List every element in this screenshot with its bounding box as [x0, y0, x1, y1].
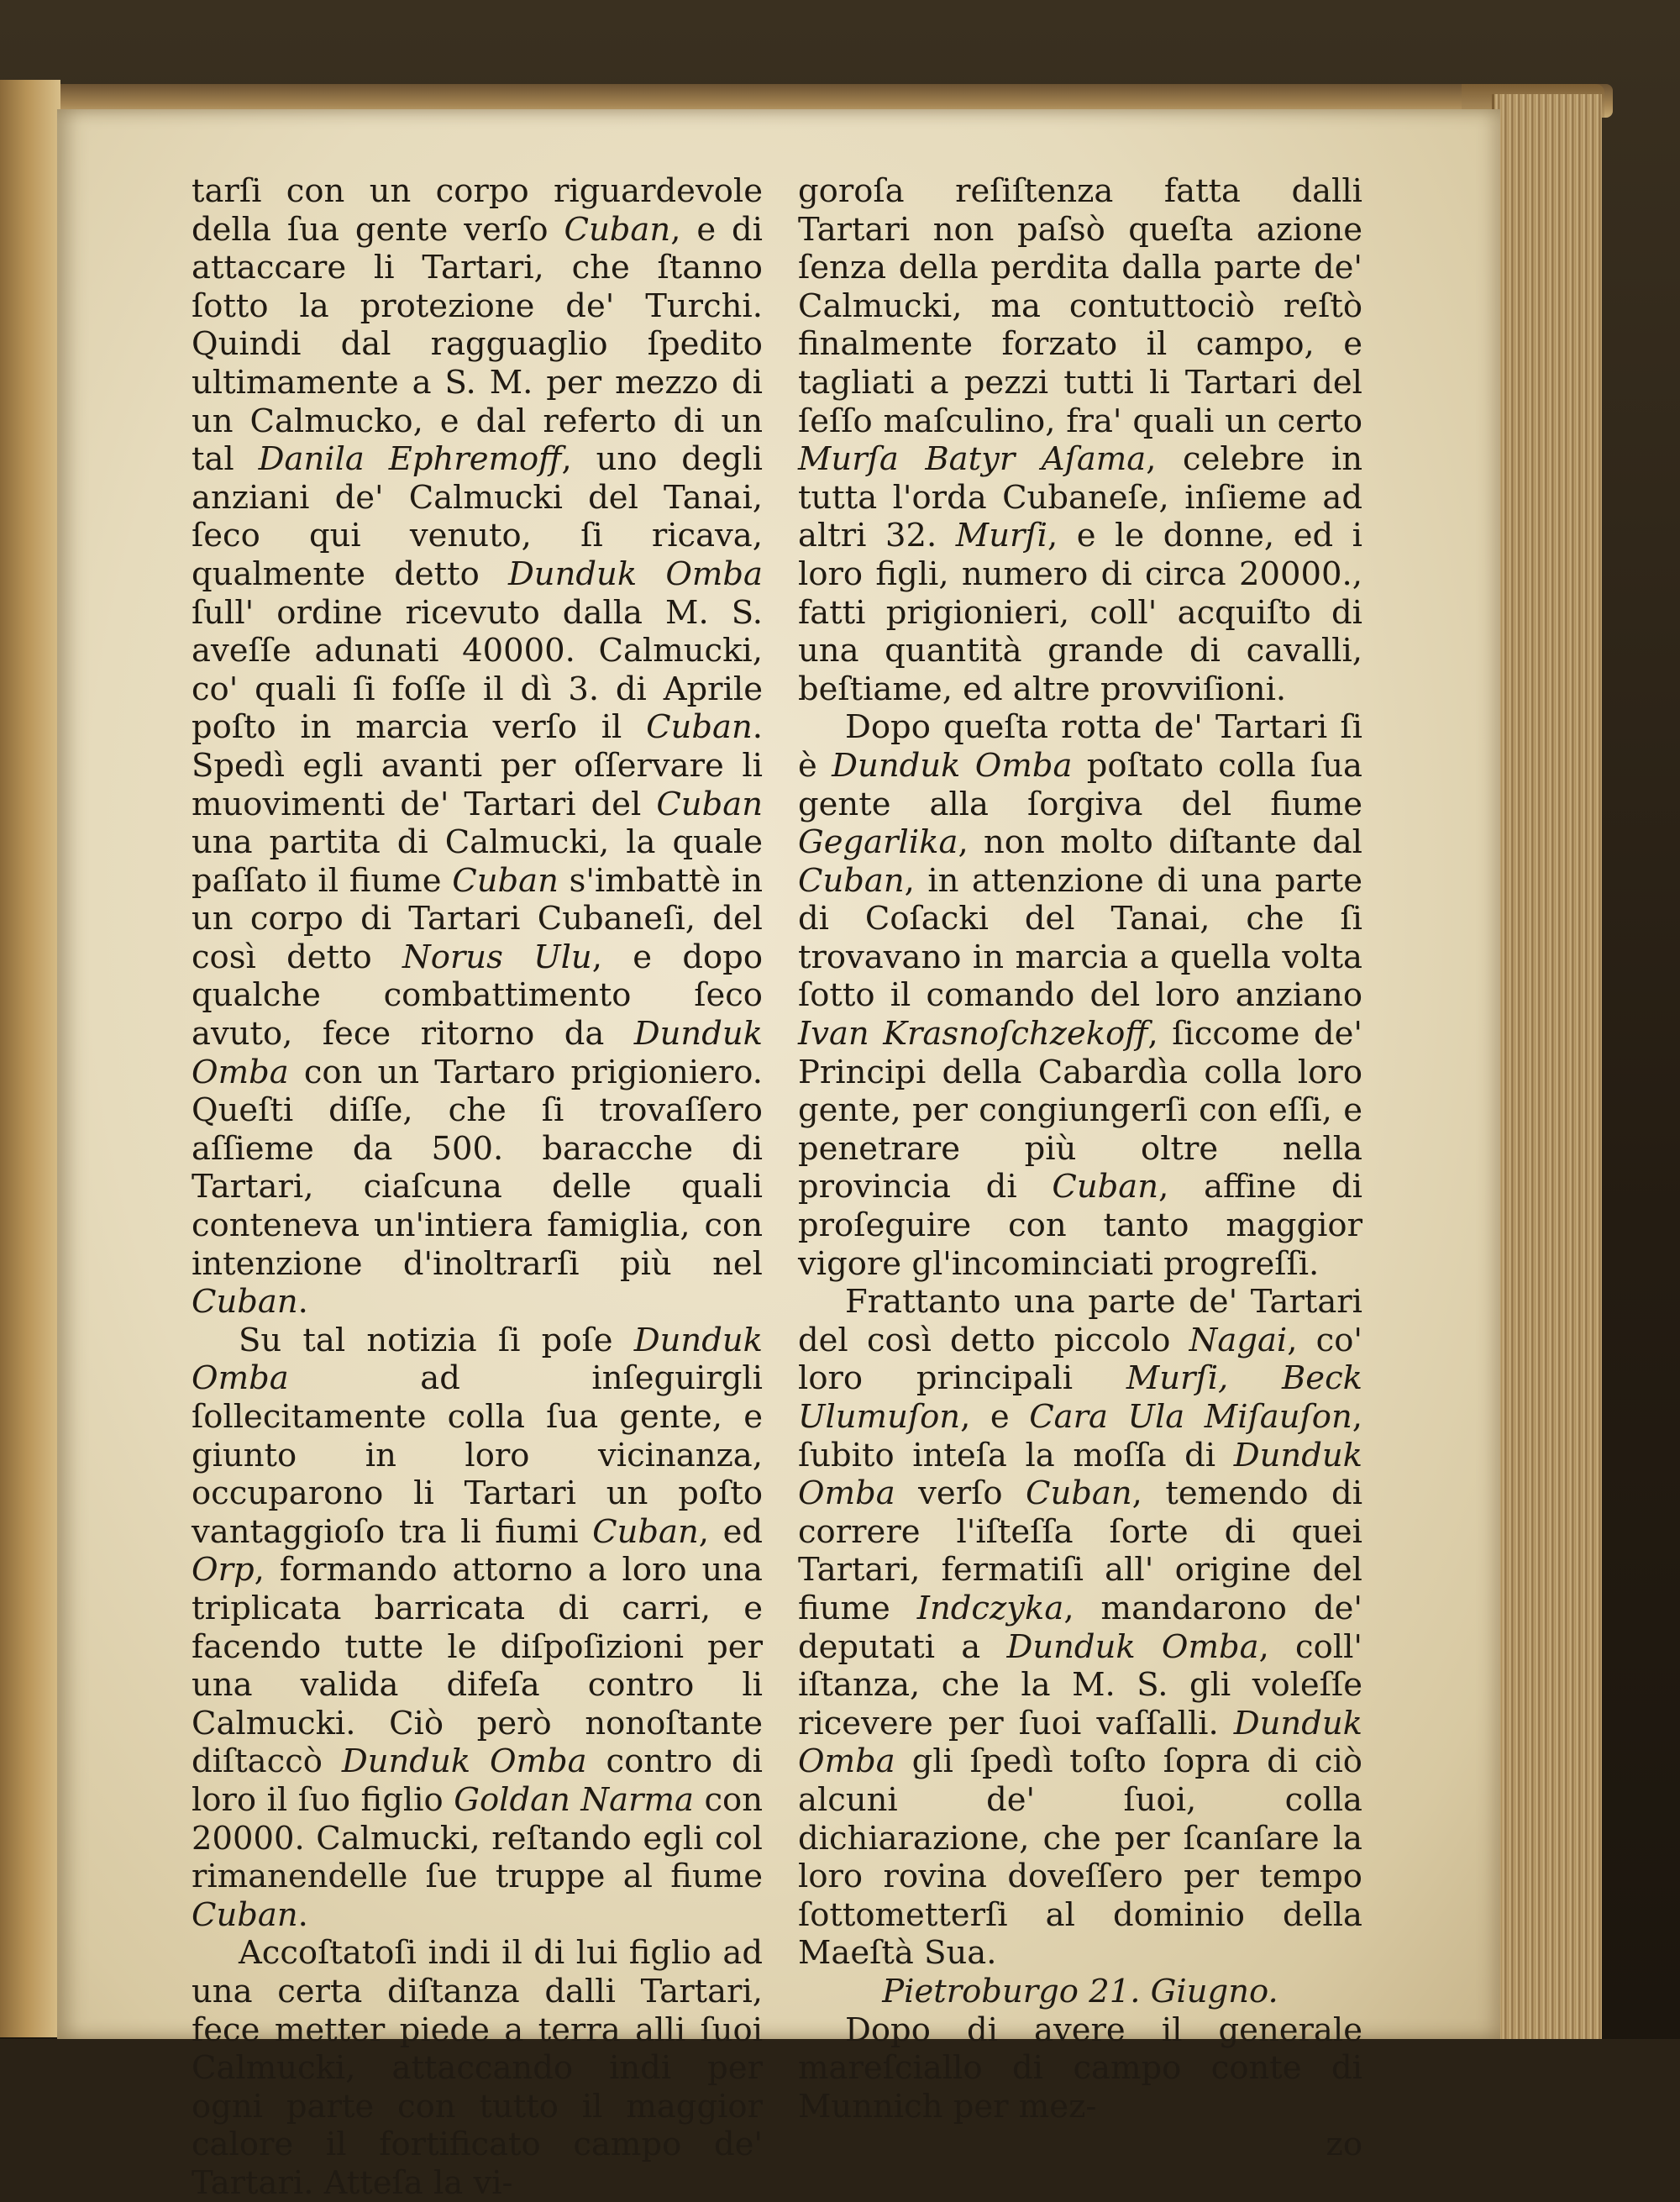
italic-name: Cara Ula Miſauſon [1029, 1398, 1352, 1436]
text: , formando attorno a loro una triplicata barricata di carri, e facendo tutte le diſpoſizioni per una valida difeſa contro li Calmucki. Ciò però nonoſtante diſtaccò [192, 1551, 763, 1781]
italic-name: Dunduk Omba [1006, 1627, 1259, 1666]
italic-name: Cuban [1026, 1474, 1132, 1513]
italic-name: Murſa Batyr Aſama [798, 440, 1147, 479]
italic-name: Danila Ephremoff [258, 440, 562, 479]
text: Accoſtatoſi indi il di lui figlio ad una certa diſtanza dalli Tartari, fece metter piede a terra alli ſuoi Calmucki, attaccando indi per ogni parte con tutto il maggior calore il fortificato campo de' Tartari. Atteſa la vi- [192, 1934, 763, 2202]
italic-name: Orp [192, 1551, 255, 1590]
paragraph [798, 172, 1362, 708]
text: , temendo di correre l'iſteſſa ſorte di quei Tartari, fermatiſi all' origine del fiume [798, 1474, 1363, 1627]
italic-name: Indczyka [916, 1589, 1064, 1627]
italic-name: Dunduk Omba [507, 554, 764, 593]
italic-name: Cuban [452, 861, 559, 900]
text: , e le donne, ed i loro figli, numero di circa 20000., fatti prigionieri, coll' acquiſto di una quantità grande di cavalli, beſtiame, ed altre provviſioni. [798, 517, 1362, 708]
text: , affine di proſeguire con tanto maggior vigore gl'incominciati progreſſi. [798, 1168, 1362, 1283]
text: verſo [895, 1474, 1026, 1513]
text: gli ſpedì toſto ſopra di ciò alcuni de' ſuoi, colla dichiarazione, che per ſcanſare la loro rovina doveſſero per tempo ſottometterſi al dominio della Maeſtà Sua. [798, 1742, 1362, 1973]
page-edges [1492, 94, 1602, 2039]
text: . Spedì egli avanti per oſſervare li muovimenti de' Tartari del [192, 708, 763, 823]
italic-name: Gegarlika [798, 823, 958, 862]
catchword: zo [1326, 2126, 1362, 2164]
spine-edge [0, 80, 60, 2037]
italic-name: Cuban [798, 861, 905, 900]
text: , ed [698, 1512, 764, 1551]
italic-name: Dunduk Omba [832, 746, 1073, 785]
text: con un Tartaro prigioniero. Queſti diſſe, che ſi trovaſſero aſſieme da 500. baracche di Tartari, ciaſcuna delle quali conteneva un'intiera famiglia, con intenzione d'inoltrarſi più nel [192, 1053, 763, 1283]
text: con 20000. Calmucki, reſtando egli col rimanendelle ſue truppe al fiume [192, 1780, 763, 1896]
text: , e [960, 1398, 1030, 1436]
text: , coll' iſtanza, che la M. S. gli voleſſe ricevere per ſuoi vaſſalli. [798, 1627, 1362, 1742]
text: s'imbattè in un corpo di Tartari Cubaneſi, del così detto [192, 861, 763, 976]
paragraph [192, 172, 763, 1322]
italic-name: Murſi [955, 517, 1047, 555]
text: , e di attaccare li Tartari, che ſtanno ſotto la protezione de' Turchi. Quindi dal ragguaglio ſpedito ultimamente a S. M. per mezzo di un Calmucko, e dal referto di un tal [192, 210, 763, 479]
text: , ſubito inteſa la moſſa di [798, 1398, 1363, 1474]
text: tarſi con un corpo riguardevole della ſua gente verſo [192, 172, 763, 249]
text: contro di loro il ſuo figlio [192, 1742, 763, 1819]
text: , non molto diſtante dal [958, 823, 1362, 862]
italic-name: Dunduk Omba [798, 1436, 1362, 1513]
text: , celebre in tutta l'orda Cubaneſe, inſieme ad altri 32. [798, 440, 1362, 555]
italic-name: Cuban [192, 1895, 298, 1934]
text: , co' loro principali [798, 1321, 1362, 1398]
italic-name: Norus Ulu [402, 938, 592, 976]
right-column [798, 172, 1362, 2164]
text: , ſiccome de' Principi della Cabardìa colla loro gente, per congiungerſi con eſſi, e penetrare più oltre nella provincia di [798, 1015, 1362, 1206]
italic-name: Cuban [656, 785, 763, 823]
paragraph [192, 1322, 763, 1935]
italic-name: Cuban [192, 1283, 298, 1322]
italic-name: Cuban [646, 708, 753, 747]
left-column [192, 172, 763, 2202]
italic-name: Dunduk Omba [341, 1742, 587, 1781]
italic-name: Ivan Krasnoſchzekoff [798, 1015, 1148, 1054]
italic-name: Cuban [592, 1512, 699, 1551]
text: , in attenzione di una parte di Coſacki del Tanai, che ſi trovavano in marcia a quella volta ſotto il comando del loro anziano [798, 861, 1362, 1015]
italic-name: Dunduk Omba [192, 1321, 763, 1398]
italic-name: Cuban [564, 210, 671, 249]
paragraph [798, 708, 1362, 1283]
text: , uno degli anziani de' Calmucki del Tanai, ſeco qui venuto, ſi ricava, qualmente detto [192, 440, 763, 593]
text: Dopo queſta rotta de' Tartari ſi è [798, 708, 1362, 785]
italic-name: Nagai [1189, 1321, 1288, 1359]
text: ad inſeguirgli ſollecitamente colla ſua gente, e giunto in loro vicinanza, occuparono li Tartari un poſto vantaggioſo tra li fiumi [192, 1359, 763, 1551]
italic-name: Cuban [1052, 1168, 1159, 1206]
text: Frattanto una parte de' Tartari del così detto piccolo [798, 1283, 1362, 1359]
italic-name: Goldan Narma [454, 1780, 694, 1819]
text: ſull' ordine ricevuto dalla M. S. aveſſe adunati 40000. Calmucki, co' quali ſi foſſe il dì 3. di Aprile poſto in marcia verſo il [192, 593, 763, 747]
text: poſtato colla ſua gente alla ſorgiva del fiume [798, 746, 1362, 823]
italic-name: Dunduk Omba [192, 1015, 763, 1091]
text: Su tal notizia ſi poſe [239, 1321, 634, 1359]
italic-name: Dunduk Omba [798, 1704, 1362, 1781]
paragraph [192, 1934, 763, 2202]
text: goroſa reſiſtenza fatta dalli Tartari non paſsò queſta azione ſenza della perdita dalla parte de' Calmucki, ma contuttociò reſtò finalmente forzato il campo, e tagliati a pezzi tutti li Tartari del ſeſſo maſculino, fra' quali un certo [798, 172, 1362, 440]
text: . [297, 1895, 308, 1934]
paragraph [798, 2011, 1362, 2126]
dateline: Pietroburgo 21. Giugno. [882, 1972, 1278, 2010]
text: una partita di Calmucki, la quale paſſato il fiume [192, 823, 763, 900]
text: Dopo di avere il generale mareſciallo di campo conte di Munnich per mez- [798, 2010, 1362, 2126]
text: , e dopo qualche combattimento ſeco avuto, fece ritorno da [192, 938, 763, 1054]
text: . [297, 1283, 308, 1322]
text: , mandarono de' deputati a [798, 1589, 1362, 1666]
italic-name: Murſi, Beck Ulumuſon [798, 1359, 1362, 1436]
paragraph [798, 1283, 1362, 1973]
